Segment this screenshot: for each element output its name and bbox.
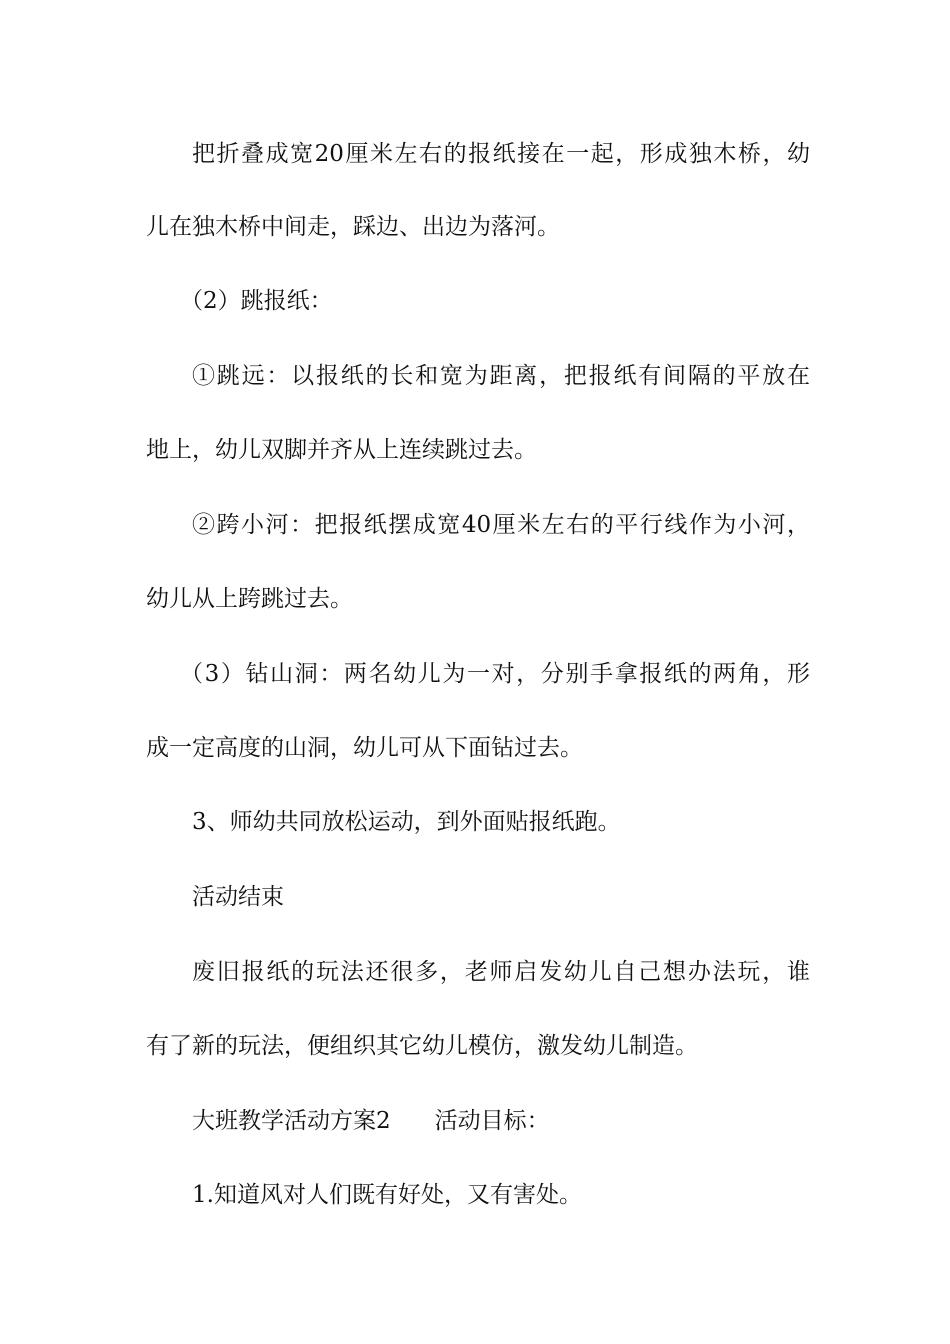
paragraph-line-1: 把折叠成宽20厘米左右的报纸接在一起，形成独木桥，幼 (192, 141, 810, 167)
paragraph-line-7: （3）钻山洞：两名幼儿为一对，分别手拿报纸的两角，形 (180, 661, 810, 687)
paragraph-line-11: 有了新的玩法，便组织其它幼儿模仿，激发幼儿制造。 (146, 1033, 698, 1059)
paragraph-line-9: 3、师幼共同放松运动，到外面贴报纸跑。 (192, 809, 621, 835)
paragraph-line-8: 成一定高度的山洞，幼儿可从下面钻过去。 (146, 735, 583, 761)
section-heading-jump: （2）跳报纸： (180, 288, 333, 314)
paragraph-line-2: 儿在独木桥中间走，踩边、出边为落河。 (146, 214, 560, 240)
goal-item-1: 1.知道风对人们既有好处，又有害处。 (192, 1182, 582, 1208)
paragraph-line-3: ①跳远：以报纸的长和宽为距离，把报纸有间隔的平放在 (192, 363, 810, 389)
plan-subtitle: 活动目标： (434, 1108, 550, 1134)
plan-heading (192, 1106, 810, 1136)
paragraph-line-6: 幼儿从上跨跳过去。 (146, 586, 353, 612)
paragraph-line-4: 地上，幼儿双脚并齐从上连续跳过去。 (146, 437, 537, 463)
paragraph-line-10: 废旧报纸的玩法还很多，老师启发幼儿自己想办法玩，谁 (192, 959, 810, 985)
plan-title: 大班教学活动方案2 (192, 1108, 391, 1134)
section-heading-end: 活动结束 (192, 884, 284, 910)
paragraph-line-5: ②跨小河：把报纸摆成宽40厘米左右的平行线作为小河， (192, 512, 810, 538)
